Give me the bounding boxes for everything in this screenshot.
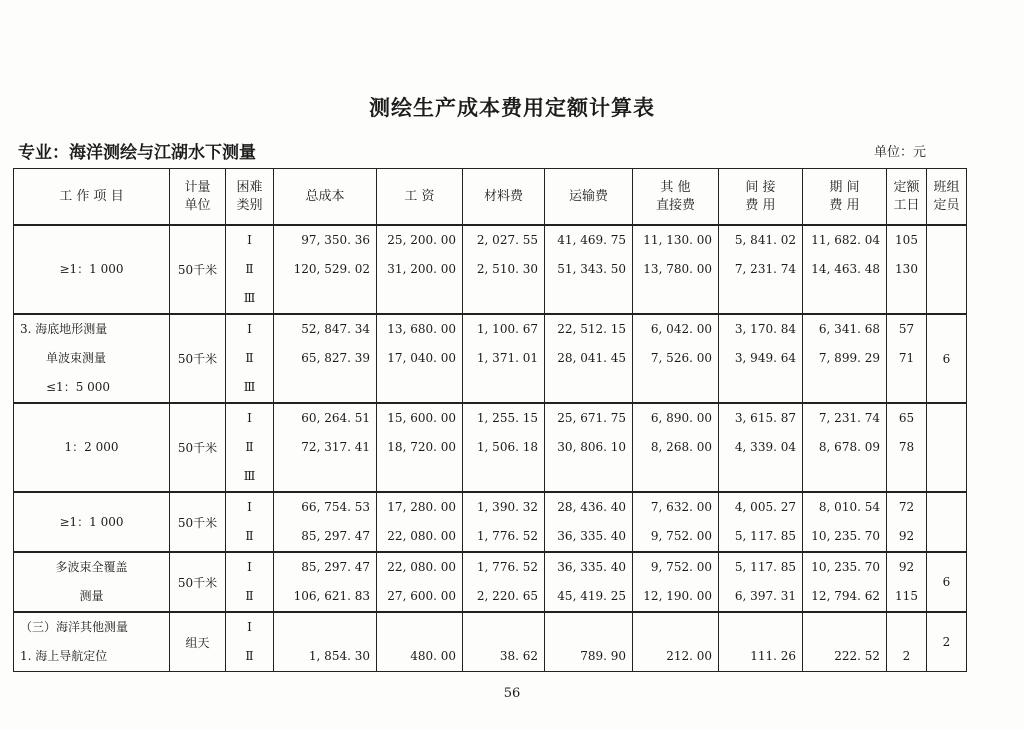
crew-cell: 6	[927, 314, 967, 403]
transport-cell: 22, 512. 15 28, 041. 45	[545, 314, 633, 403]
crew-cell	[927, 403, 967, 492]
indirect-cell: 5, 841. 02 7, 231. 74	[719, 225, 803, 314]
transport-cell: 25, 671. 75 30, 806. 10	[545, 403, 633, 492]
period-cell: 6, 341. 68 7, 899. 29	[803, 314, 887, 403]
difficulty-cell: Ⅰ Ⅱ Ⅲ	[226, 314, 274, 403]
total-cell: 60, 264. 51 72, 317. 41	[274, 403, 377, 492]
unit-cell: 50千米	[170, 492, 226, 552]
material-cell: 38. 62	[463, 612, 545, 672]
table-row	[14, 612, 967, 672]
material-cell: 2, 027. 55 2, 510. 30	[463, 225, 545, 314]
difficulty-cell: Ⅰ Ⅱ	[226, 492, 274, 552]
item-cell: ≥1：1 000	[14, 492, 170, 552]
col-header-indirect: 间 接 费 用	[719, 169, 803, 226]
col-header-item: 工 作 项 目	[14, 169, 170, 226]
col-header-total: 总成本	[274, 169, 377, 226]
other-direct-cell: 6, 042. 00 7, 526. 00	[633, 314, 719, 403]
difficulty-cell: Ⅰ Ⅱ	[226, 552, 274, 612]
specialty-subtitle: 专业：海洋测绘与江湖水下测量	[18, 143, 256, 163]
other-direct-cell: 11, 130. 00 13, 780. 00	[633, 225, 719, 314]
col-header-unit: 计量 单位	[170, 169, 226, 226]
total-cell: 52, 847. 34 65, 827. 39	[274, 314, 377, 403]
currency-unit: 单位：元	[874, 145, 927, 160]
item-cell: 多波束全覆盖 测量	[14, 552, 170, 612]
other-direct-cell: 212. 00	[633, 612, 719, 672]
col-header-material: 材料费	[463, 169, 545, 226]
material-cell: 1, 100. 67 1, 371. 01	[463, 314, 545, 403]
indirect-cell: 5, 117. 85 6, 397. 31	[719, 552, 803, 612]
workdays-cell: 65 78	[887, 403, 927, 492]
item-cell: 3. 海底地形测量 单波束测量 ≤1：5 000	[14, 314, 170, 403]
workdays-cell: 2	[887, 612, 927, 672]
wage-cell: 13, 680. 00 17, 040. 00	[377, 314, 463, 403]
indirect-cell: 3, 615. 87 4, 339. 04	[719, 403, 803, 492]
total-cell: 97, 350. 36 120, 529. 02	[274, 225, 377, 314]
crew-cell: 6	[927, 552, 967, 612]
indirect-cell: 4, 005. 27 5, 117. 85	[719, 492, 803, 552]
other-direct-cell: 7, 632. 00 9, 752. 00	[633, 492, 719, 552]
indirect-cell: 111. 26	[719, 612, 803, 672]
period-cell: 222. 52	[803, 612, 887, 672]
header-row	[14, 169, 967, 226]
col-header-wage: 工 资	[377, 169, 463, 226]
col-header-other-direct: 其 他 直接费	[633, 169, 719, 226]
crew-cell	[927, 225, 967, 314]
difficulty-cell: Ⅰ Ⅱ Ⅲ	[226, 403, 274, 492]
wage-cell: 17, 280. 00 22, 080. 00	[377, 492, 463, 552]
crew-cell	[927, 492, 967, 552]
col-header-period: 期 间 费 用	[803, 169, 887, 226]
unit-cell: 50千米	[170, 403, 226, 492]
col-header-transport: 运输费	[545, 169, 633, 226]
indirect-cell: 3, 170. 84 3, 949. 64	[719, 314, 803, 403]
unit-cell: 50千米	[170, 314, 226, 403]
other-direct-cell: 6, 890. 00 8, 268. 00	[633, 403, 719, 492]
table-row	[14, 225, 967, 314]
period-cell: 7, 231. 74 8, 678. 09	[803, 403, 887, 492]
period-cell: 8, 010. 54 10, 235. 70	[803, 492, 887, 552]
table-row	[14, 403, 967, 492]
wage-cell: 15, 600. 00 18, 720. 00	[377, 403, 463, 492]
period-cell: 10, 235. 70 12, 794. 62	[803, 552, 887, 612]
unit-cell: 组天	[170, 612, 226, 672]
item-cell: 1：2 000	[14, 403, 170, 492]
total-cell: 85, 297. 47 106, 621. 83	[274, 552, 377, 612]
difficulty-cell: Ⅰ Ⅱ	[226, 612, 274, 672]
col-header-difficulty: 困难 类别	[226, 169, 274, 226]
table-row	[14, 492, 967, 552]
other-direct-cell: 9, 752. 00 12, 190. 00	[633, 552, 719, 612]
table-row	[14, 552, 967, 612]
transport-cell: 789. 90	[545, 612, 633, 672]
crew-cell: 2	[927, 612, 967, 672]
period-cell: 11, 682. 04 14, 463. 48	[803, 225, 887, 314]
item-cell: ≥1：1 000	[14, 225, 170, 314]
col-header-workdays: 定额 工日	[887, 169, 927, 226]
transport-cell: 41, 469. 75 51, 343. 50	[545, 225, 633, 314]
workdays-cell: 105 130	[887, 225, 927, 314]
col-header-crew: 班组 定员	[927, 169, 967, 226]
table-row	[14, 314, 967, 403]
material-cell: 1, 390. 32 1, 776. 52	[463, 492, 545, 552]
wage-cell: 480. 00	[377, 612, 463, 672]
transport-cell: 36, 335. 40 45, 419. 25	[545, 552, 633, 612]
difficulty-cell: Ⅰ Ⅱ Ⅲ	[226, 225, 274, 314]
workdays-cell: 72 92	[887, 492, 927, 552]
total-cell: 66, 754. 53 85, 297. 47	[274, 492, 377, 552]
transport-cell: 28, 436. 40 36, 335. 40	[545, 492, 633, 552]
wage-cell: 25, 200. 00 31, 200. 00	[377, 225, 463, 314]
page-number: 56	[503, 686, 521, 701]
wage-cell: 22, 080. 00 27, 600. 00	[377, 552, 463, 612]
material-cell: 1, 776. 52 2, 220. 65	[463, 552, 545, 612]
page-title: 测绘生产成本费用定额计算表	[369, 95, 655, 120]
unit-cell: 50千米	[170, 225, 226, 314]
workdays-cell: 92 115	[887, 552, 927, 612]
workdays-cell: 57 71	[887, 314, 927, 403]
total-cell: 1, 854. 30	[274, 612, 377, 672]
cost-quota-table	[13, 168, 967, 672]
unit-cell: 50千米	[170, 552, 226, 612]
material-cell: 1, 255. 15 1, 506. 18	[463, 403, 545, 492]
item-cell: （三）海洋其他测量 1. 海上导航定位	[14, 612, 170, 672]
